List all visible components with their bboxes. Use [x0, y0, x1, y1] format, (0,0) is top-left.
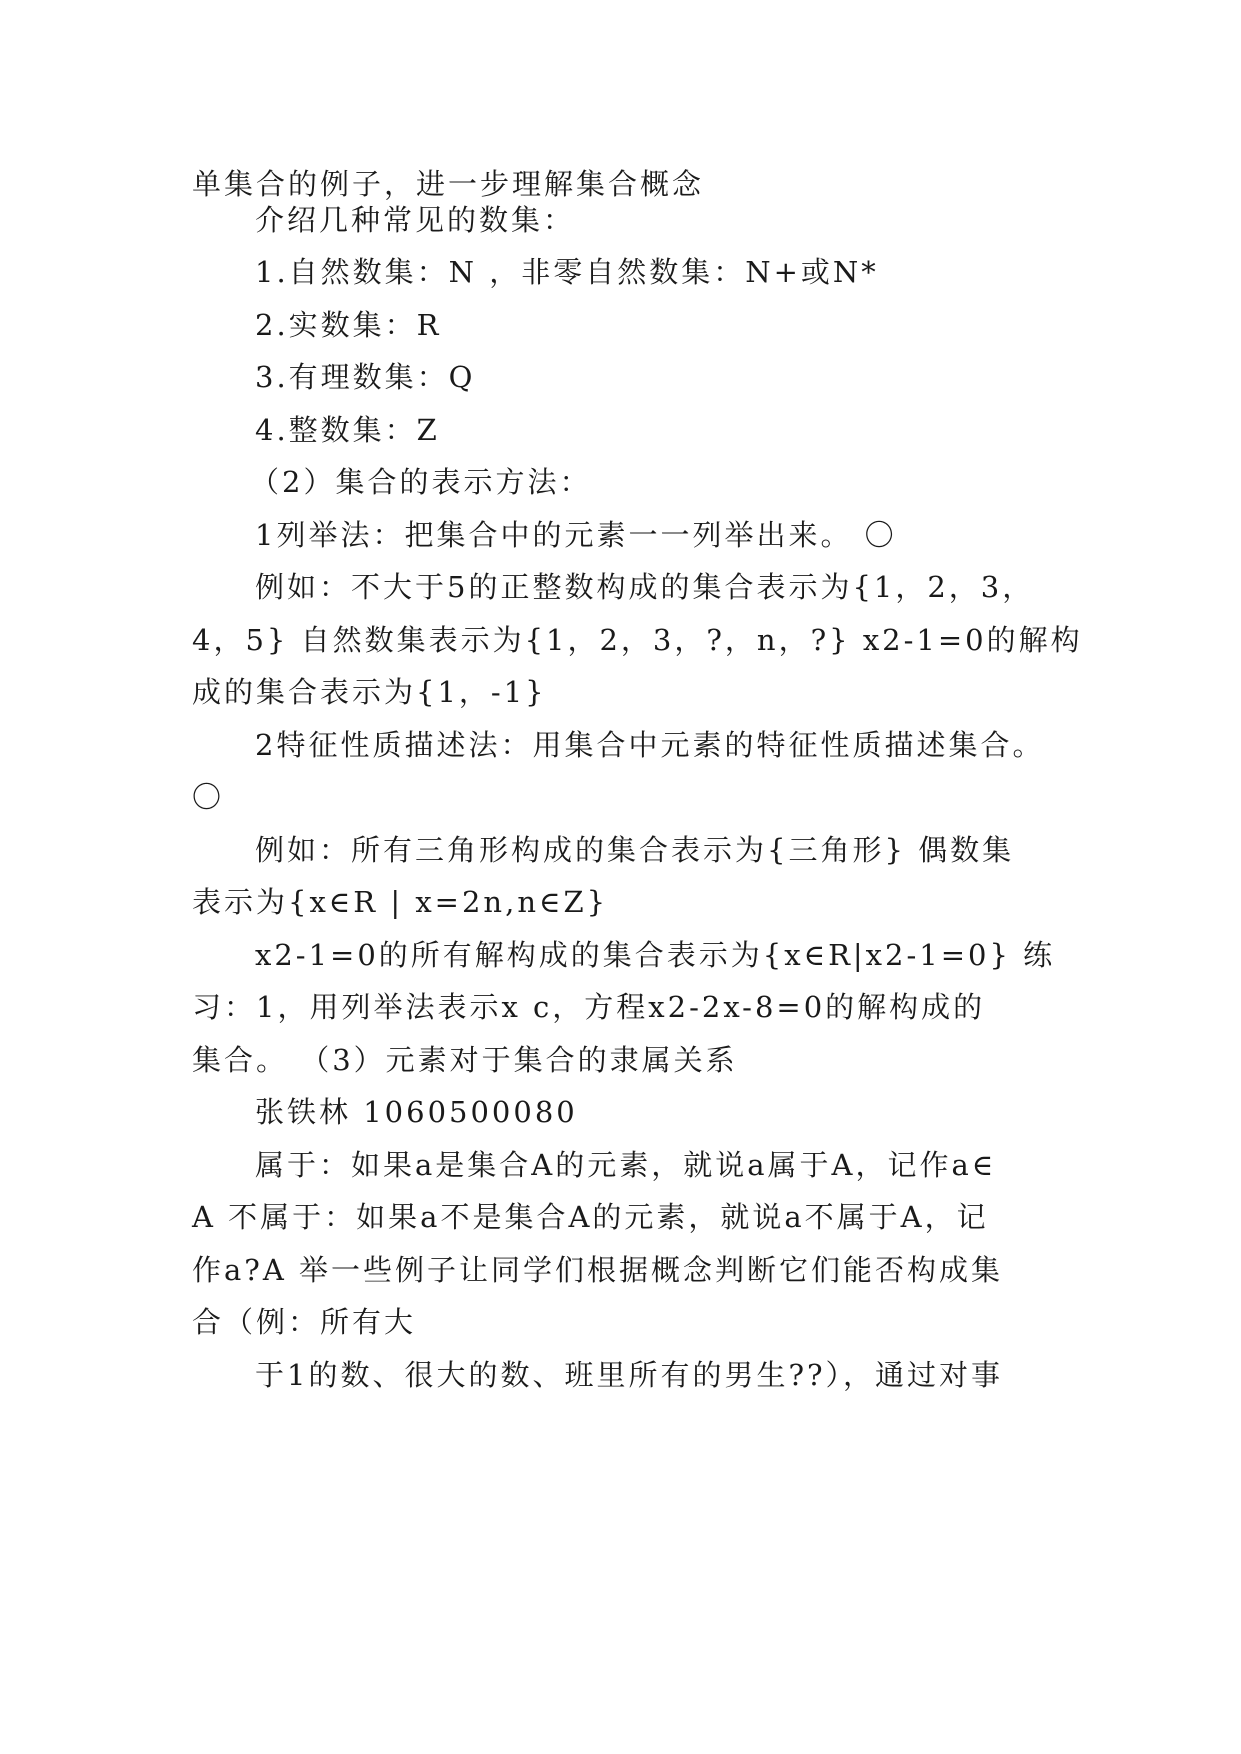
text-line: 作a?A 举一些例子让同学们根据概念判断它们能否构成集 — [192, 1253, 1003, 1287]
text-line: x2-1=0的所有解构成的集合表示为{x∈R|x2-1=0} 练 — [255, 938, 1056, 972]
text-line: 3.有理数集：Q — [255, 360, 476, 394]
text-line: 成的集合表示为{1，-1} — [192, 675, 547, 709]
text-line: 集合。 （3）元素对于集合的隶属关系 — [192, 1043, 738, 1077]
text-line: 表示为{x∈R | x=2n,n∈Z} — [192, 885, 609, 919]
text-line: 介绍几种常见的数集： — [255, 203, 576, 237]
text-line: 属于：如果a是集合A的元素，就说a属于A，记作a∈ — [255, 1148, 997, 1182]
text-line: 1列举法：把集合中的元素一一列举出来。 〇 — [255, 518, 897, 552]
text-line: 习：1，用列举法表示x c，方程x2-2x-8=0的解构成的 — [192, 990, 986, 1024]
text-line: 〇 — [192, 780, 225, 814]
text-line: 4，5} 自然数集表示为{1，2，3，?，n，?} x2-1=0的解构 — [192, 623, 1083, 657]
text-line: A 不属于：如果a不是集合A的元素，就说a不属于A，记 — [192, 1200, 989, 1234]
text-line: 张铁林 1060500080 — [255, 1095, 578, 1129]
text-line: 合（例：所有大 — [192, 1305, 417, 1339]
text-line: 单集合的例子，进一步理解集合概念 — [192, 167, 705, 201]
text-line: 2.实数集：R — [255, 308, 442, 342]
text-line: 2特征性质描述法：用集合中元素的特征性质描述集合。 — [255, 728, 1045, 762]
text-line: 例如：所有三角形构成的集合表示为{三角形} 偶数集 — [255, 833, 1015, 867]
text-line: 例如：不大于5的正整数构成的集合表示为{1，2，3， — [255, 570, 1035, 604]
text-line: 于1的数、很大的数、班里所有的男生??），通过对事 — [255, 1358, 1004, 1392]
section-heading: （2）集合的表示方法： — [250, 465, 592, 499]
text-line: 1.自然数集：N ，非零自然数集：N+或N* — [255, 255, 879, 289]
text-line: 4.整数集：Z — [255, 413, 440, 447]
